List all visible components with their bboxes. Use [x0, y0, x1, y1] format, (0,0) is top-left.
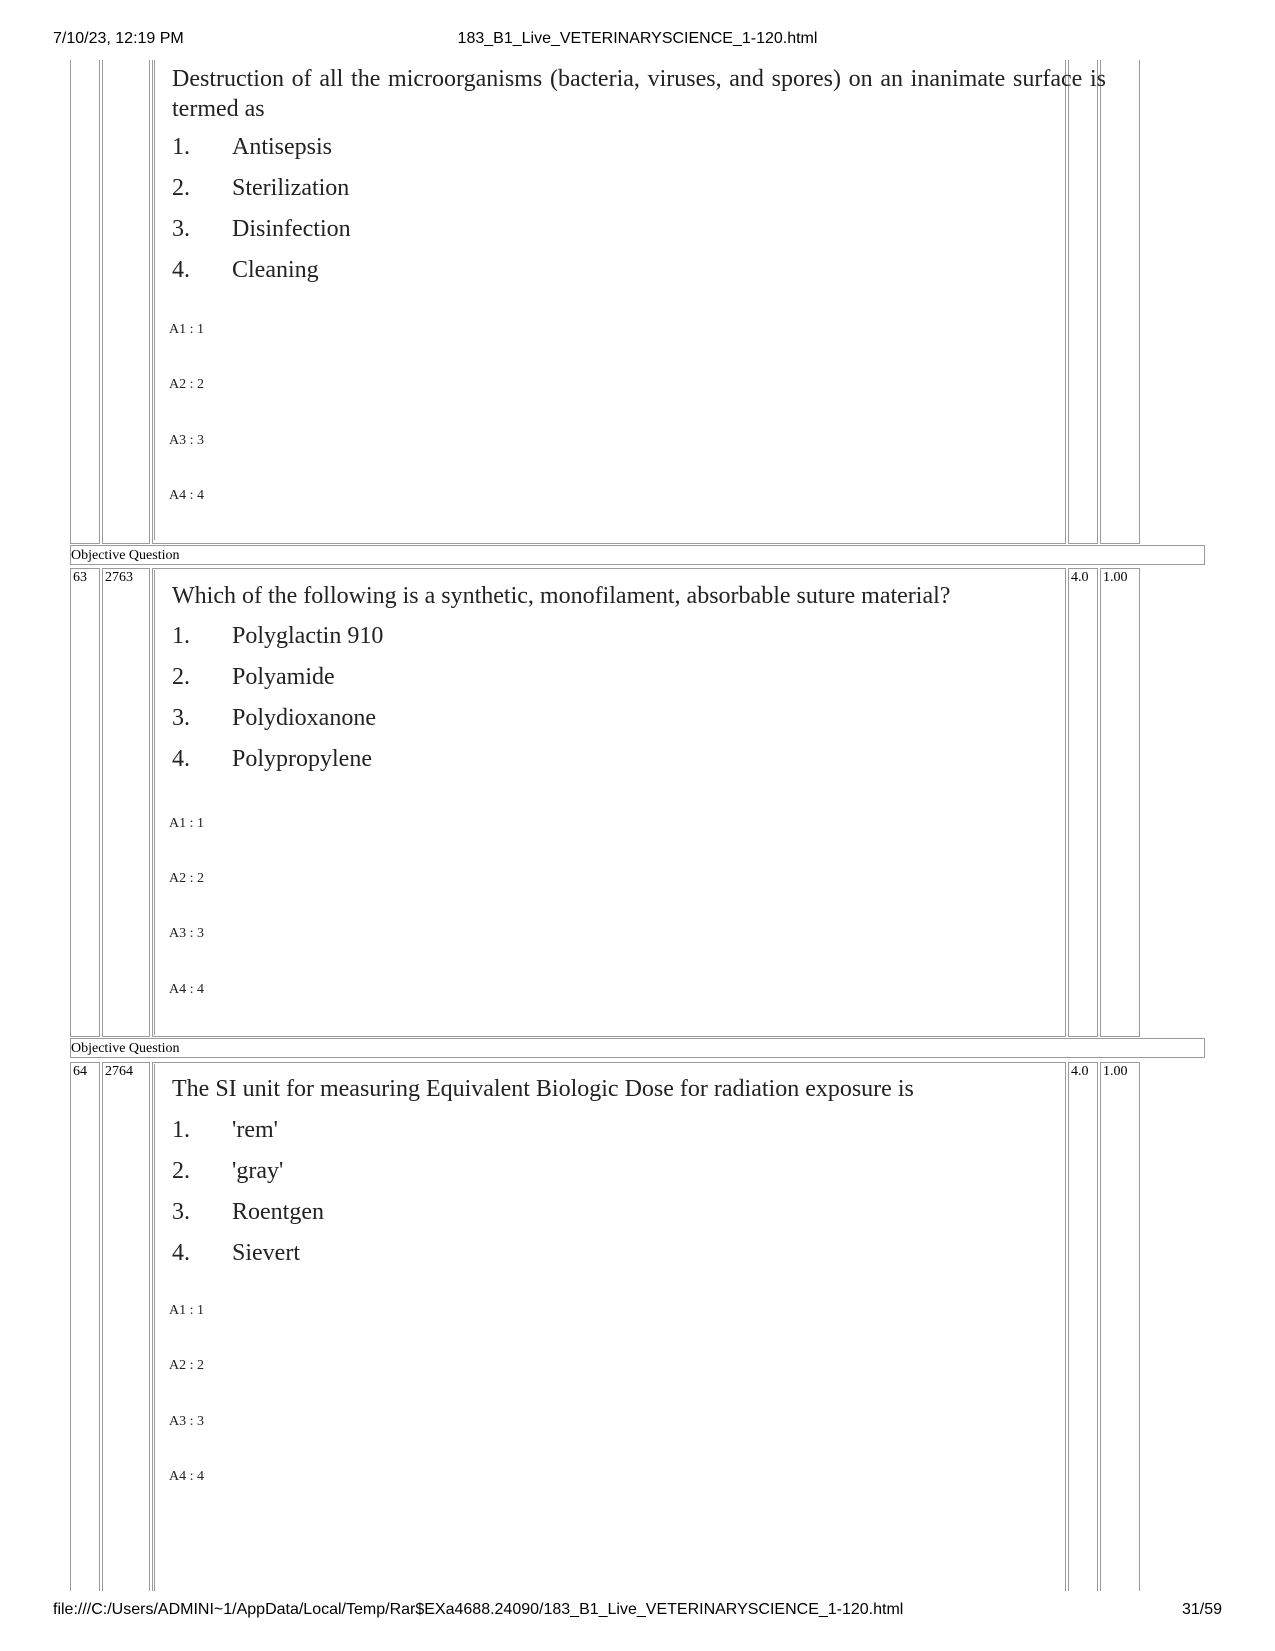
question-text: Destruction of all the microorganisms (bacteria, viruses, and spores) on an inanimate surface is termed as — [172, 66, 1106, 122]
answer-key: A4 : 4 — [169, 982, 204, 997]
answer-key: A4 : 4 — [169, 1469, 204, 1484]
option-number: 2. — [172, 1158, 190, 1184]
option-number: 2. — [172, 175, 190, 201]
document-title: 183_B1_Live_VETERINARYSCIENCE_1-120.html — [457, 30, 818, 47]
answer-key: A3 : 3 — [169, 433, 204, 448]
file-url: file:///C:/Users/ADMINI~1/AppData/Local/Temp/Rar$EXa4688.24090/183_B1_Live_VETERINARYSCIENCE_1-120.html — [53, 1601, 904, 1618]
negative-marks: 1.00 — [1103, 570, 1128, 585]
question-type-label: Objective Question — [71, 1041, 180, 1056]
option-text: 'rem' — [232, 1117, 278, 1143]
negative-marks: 1.00 — [1103, 1064, 1128, 1079]
answer-key: A3 : 3 — [169, 1414, 204, 1429]
print-footer — [53, 1601, 1222, 1623]
question-table — [70, 60, 1205, 1591]
row-number-cell — [70, 1062, 100, 1591]
option-text: Polypropylene — [232, 746, 372, 772]
question-text: Which of the following is a synthetic, monofilament, absorbable suture material? — [172, 583, 951, 609]
question-id: 2763 — [105, 570, 133, 585]
option-text: Sterilization — [232, 175, 350, 201]
row-number: 63 — [73, 570, 87, 585]
negative-marks-cell — [1100, 568, 1140, 1037]
answer-key: A4 : 4 — [169, 488, 204, 503]
option-number: 3. — [172, 216, 190, 242]
negative-marks-cell — [1100, 60, 1140, 544]
answer-key: A2 : 2 — [169, 377, 204, 392]
option-number: 3. — [172, 1199, 190, 1225]
option-text: Roentgen — [232, 1199, 324, 1225]
answer-key: A1 : 1 — [169, 1303, 204, 1318]
option-number: 3. — [172, 705, 190, 731]
marks-cell — [1068, 568, 1098, 1037]
option-text: Polyamide — [232, 664, 335, 690]
marks: 4.0 — [1071, 570, 1089, 585]
answer-key: A1 : 1 — [169, 816, 204, 831]
question-id-cell — [102, 1062, 150, 1591]
option-number: 1. — [172, 623, 190, 649]
print-header — [53, 30, 1222, 52]
row-number: 64 — [73, 1064, 87, 1079]
option-text: Disinfection — [232, 216, 351, 242]
option-text: Polyglactin 910 — [232, 623, 384, 649]
marks-cell — [1068, 60, 1098, 544]
negative-marks-cell — [1100, 1062, 1140, 1591]
question-body-cell — [152, 1062, 1066, 1591]
option-text: Antisepsis — [232, 134, 333, 160]
answer-key: A1 : 1 — [169, 322, 204, 337]
option-text: Polydioxanone — [232, 705, 376, 731]
option-number: 2. — [172, 664, 190, 690]
answer-key: A2 : 2 — [169, 871, 204, 886]
row-number-cell — [70, 60, 100, 544]
answer-key: A3 : 3 — [169, 926, 204, 941]
option-text: 'gray' — [232, 1158, 284, 1184]
option-number: 4. — [172, 1240, 190, 1266]
option-number: 1. — [172, 134, 190, 160]
answer-key: A2 : 2 — [169, 1358, 204, 1373]
option-text: Cleaning — [232, 257, 319, 283]
question-id-cell — [102, 568, 150, 1037]
row-number-cell — [70, 568, 100, 1037]
option-text: Sievert — [232, 1240, 300, 1266]
option-number: 4. — [172, 257, 190, 283]
option-number: 4. — [172, 746, 190, 772]
question-text: The SI unit for measuring Equivalent Biologic Dose for radiation exposure is — [172, 1076, 914, 1102]
option-number: 1. — [172, 1117, 190, 1143]
question-type-row — [70, 545, 1205, 565]
page-indicator: 31/59 — [1181, 1601, 1222, 1618]
print-datetime: 7/10/23, 12:19 PM — [53, 30, 184, 47]
question-id-cell — [102, 60, 150, 544]
marks-cell — [1068, 1062, 1098, 1591]
question-type-row — [70, 1038, 1205, 1058]
question-type-label: Objective Question — [71, 548, 180, 563]
question-id: 2764 — [105, 1064, 133, 1079]
marks: 4.0 — [1071, 1064, 1089, 1079]
